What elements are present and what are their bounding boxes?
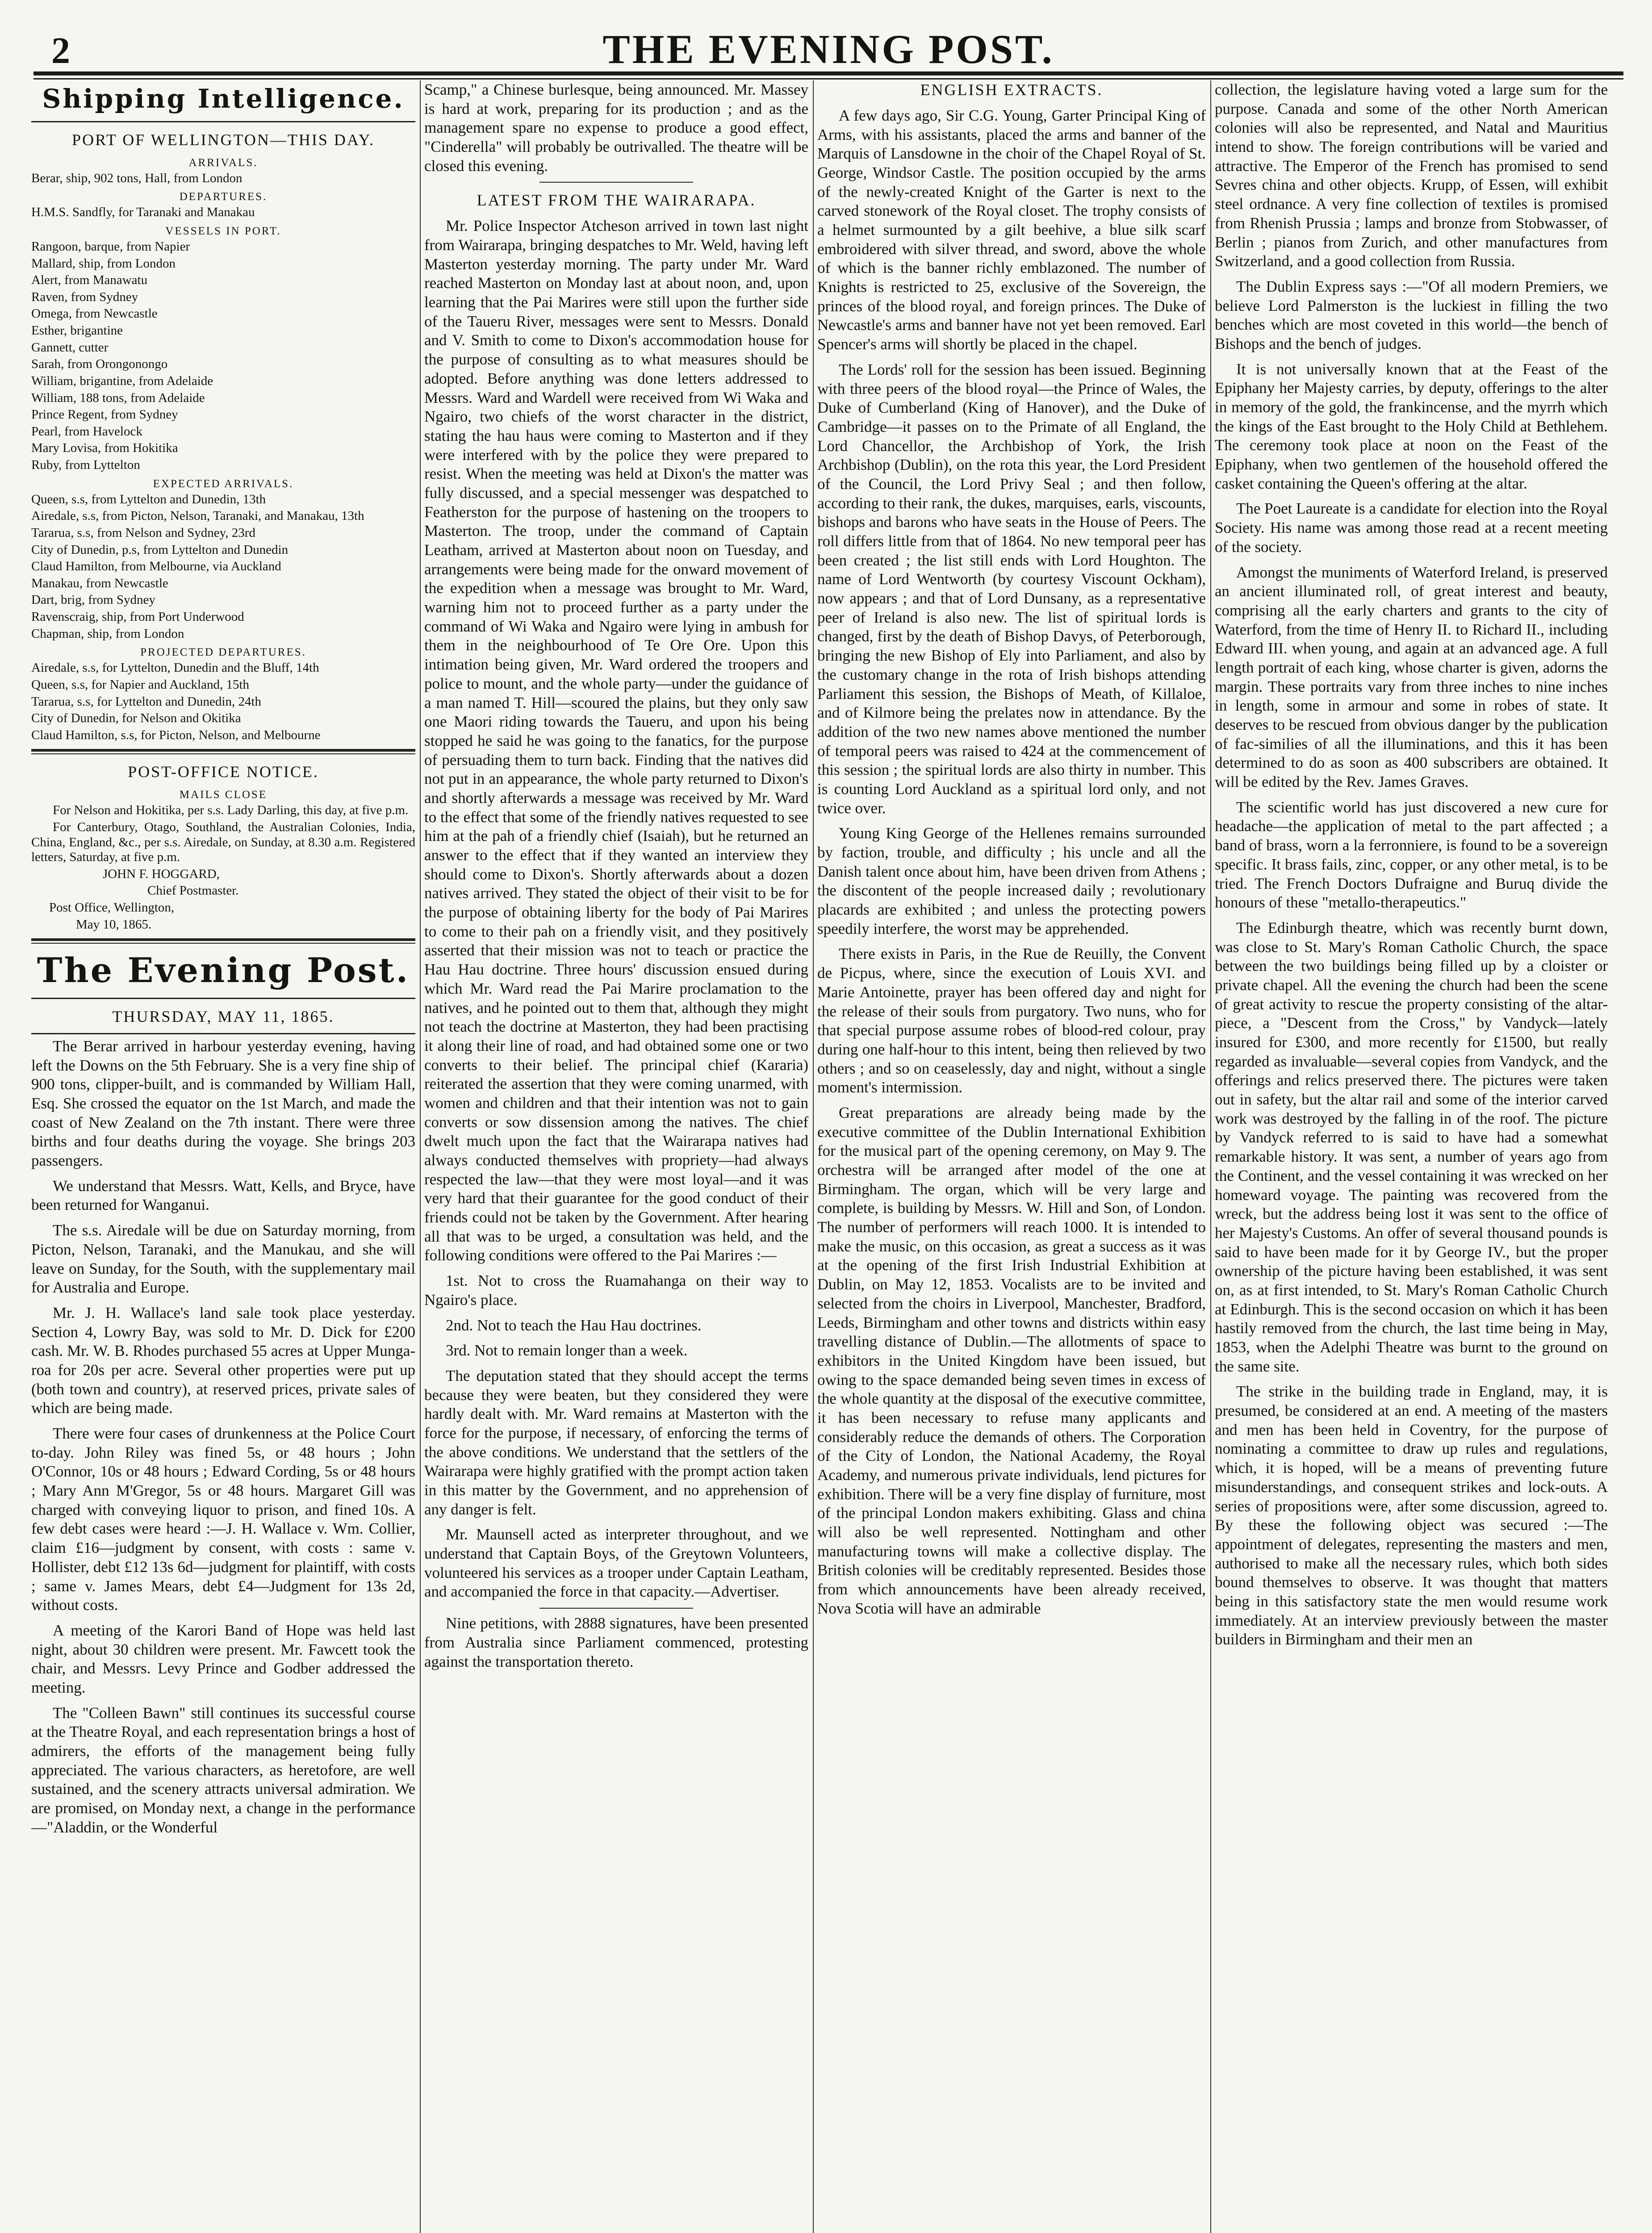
list-item: Dart, brig, from Sydney [31,593,155,607]
rule [31,1033,415,1034]
list-item: Sarah, from Orongonongo [31,357,168,372]
projected-subheading: PROJECTED DEPARTURES. [140,646,306,659]
list-item: Prince Regent, from Sydney [31,407,178,422]
arrivals-subheading: ARRIVALS. [188,156,258,169]
shipping-title: Shipping Intelligence. [42,84,405,114]
list-item: Omega, from Newcastle [31,306,158,321]
list-item: William, brigantine, from Adelaide [31,373,213,388]
list-item: Rangoon, barque, from Napier [31,239,190,254]
article-paragraph: The s.s. Airedale will be due on Saturday morning, from Picton, Nelson, Taranaki, and the Manukau, and she will leave on Sunday, for the South, with the supplementary mail for Australia and Europe. [31,1221,415,1296]
list-item: City of Dunedin, p.s, from Lyttelton and Dunedin [31,542,289,557]
list-item: Mary Lovisa, from Hokitika [31,441,178,456]
expected-subheading: EXPECTED ARRIVALS. [153,477,294,490]
column-1 [31,80,415,2233]
article-paragraph: 1st. Not to cross the Ruamahanga on their way to Ngairo's place. [424,1272,808,1309]
page-number: 2 [51,30,70,71]
column-divider [813,80,814,2233]
list-item: Claud Hamilton, from Melbourne, via Auckland [31,559,281,574]
article-paragraph: The deputation stated that they should accept the terms because they were beaten, but they considered they were hardly dealt with. Mr. Ward remains at Masterton with the force for the purpose, if necessary, of enforcing the terms of the above conditions. We understand that the settlers of the Wairarapa were highly gratified with the prompt action taken in this matter by the Government, and no apprehension of any danger is felt. [424,1367,808,1518]
article-paragraph: There exists in Paris, in the Rue de Reuilly, the Convent de Picpus, where, since the execution of Louis XVI. and Marie Antoinette, prayer has been offered day and night for the release of their souls from purgatory. Two nuns, who for that special purpose assume robes of blood-red colour, pray during one half-hour to this intent, being then relieved by two others ; and so on ceaselessly, day and night, without a single moment's intermission. [817,945,1206,1096]
masthead: The Evening Post. [37,950,410,991]
article-paragraph: Mr. J. H. Wallace's land sale took place yesterday. Section 4, Lowry Bay, was sold to Mr. D. Dick for £200 cash. Mr. W. B. Rhodes purchased 55 acres at Upper Munga-roa for 20s per acre. Several other properties were put up (both town and country), at reserved prices, private sales of which are being made. [31,1304,415,1417]
article-paragraph: The Edinburgh theatre, which was recently burnt down, was close to St. Mary's Roman Catholic Church, the space between the two buildings being filled up by a cloister or private chapel. All the evening the church had been the scene of great activity to rescue the property consisting of the altar-piece, a "Descent from the Cross," by Vandyck—lately insured for £300, and more recently for £1500, but really regarded as invaluable—several copies from Vandyck, and the offerings and relics preserved there. The pictures were taken out in safety, but the altar rail and some of the interior carved work was destroyed by the falling in of the roof. The picture by Vandyck referred to is said to have had a somewhat remarkable history. It was sent, a number of years ago from the Continent, and the vessel containing it was wrecked on her homeward voyage. The painting was recovered from the wreck, but the address being lost it was sent to the office of her Majesty's Customs. An offer of several thousand pounds is said to have been made for it by George IV., but the proper ownership of the picture having been established, it was sent on, as at first intended, to St. Mary's Roman Catholic Church at Edinburgh. This is the second occasion on which it has been hastily removed from the church, the last time being in May, 1853, when the Adelphi Theatre was burnt to the ground on the same site. [1215,919,1608,1375]
list-item: Ravenscraig, ship, from Port Underwood [31,610,244,624]
list-item: Gannett, cutter [31,340,109,355]
page-header [33,25,1623,74]
rule [31,998,415,999]
list-item: Ruby, from Lyttelton [31,458,140,473]
list-item: City of Dunedin, for Nelson and Okitika [31,711,241,726]
article-paragraph: There were four cases of drunkenness at the Police Court to-day. John Riley was fined 5s, or 48 hours ; John O'Connor, 10s or 48 hours ; Edward Cording, 5s or 48 hours ; Mary Ann M'Gregor, 5s or 48 hours. Margaret Gill was charged with conveying liquor to prison, and fined 10s. A few debt cases were heard :—J. H. Wallace v. Wm. Collier, claim £16—judgment by consent, with costs : same v. Hollister, debt £12 13s 6d—judgment for plaintiff, with costs ; same v. James Mears, debt £4—Judgment for 13s 2d, without costs. [31,1425,415,1614]
article-paragraph: Mr. Police Inspector Atcheson arrived in town last night from Wairarapa, bringing despatches to Mr. Weld, having left Masterton yesterday morning. The party under Mr. Ward reached Masterton on Monday last at about noon, and, upon learning that the Pai Marires were still upon the further side of the Taueru River, messages were sent to Messrs. Donald and V. Smith to come to Dixon's accommodation house for the purpose of consulting as to what measures should be adopted. Before anything was done letters addressed to Messrs. Ward and Wardell were received from Wi Waka and Ngairo, two chiefs of the worst character in the district, stating the hau haus were coming to Masterton and if they were interfered with by the police they were prepared to resist. When the meeting was held at Dixon's the matter was fully discussed, and a special messenger was despatched to Featherston for the purpose of hastening on the troopers to Masterton. The troop, under the command of Captain Leatham, arrived at Masterton about noon on Tuesday, and arrangements were being made for the onward movement of the expedition when a message was brought to Mr. Ward, warning him not to proceed further as a party under the command of Wi Waka and Ngairo were lying in ambush for them in the neighbourhood of Te Ore Ore. Upon this intimation being given, Mr. Ward ordered the troopers and police to mount, and the whole party—under the guidance of a man named T. Hill—scoured the plains, but they only saw one Maori riding towards the Taueru, and upon his being stopped he said he was going to the fanatics, for the purpose of persuading them to turn back. Finding that the natives did not put in an appearance, the whole party returned to Dixon's and shortly afterwards a message was received by Mr. Ward to the effect that some of the friendly natives requested to see him at the pah of a friendly chief (Isaiah), but he returned an answer to the effect that if they wanted an interview they should come to Dixon's. Shortly afterwards about a dozen natives arrived. They stated the object of their visit to be for the purpose of obtaining liberty for the body of Pai Marires to come to their pah on a friendly visit, and they positively asserted that their mission was not to teach or practice the Hau Hau doctrine. Three hours' discussion ensued during which Mr. Ward read the Pai Marire proclamation to the natives, and he pointed out to them that, although they might not teach the doctrine at Masterton, they had been practising it along their line of road, and had obtained some one or two converts to their belief. The principal chief (Kararia) reiterated the assertion that they were coming unarmed, with women and children and that their intention was not to gain converts or sow dissension among the natives. The chief dwelt much upon the fact that the Wairarapa natives had always conducted themselves with propriety—had always respected the law—that they were most loyal—and it was very hard that their guarantee for the good conduct of their friends could not be taken by the Government. After hearing all that was to be urged, a consultation was held, and the following conditions were offered to the Pai Marires :— [424,217,808,1264]
article-paragraph: We understand that Messrs. Watt, Kells, and Bryce, have been returned for Wanganui. [31,1177,415,1214]
post-office-date: May 10, 1865. [76,917,152,932]
list-item: Queen, s.s, for Napier and Auckland, 15th [31,677,250,692]
rule [31,938,415,944]
column-divider [1210,80,1211,2233]
header-rule [33,71,1623,75]
list-item: Airedale, s.s, for Lyttelton, Dunedin and the Bluff, 14th [31,661,319,675]
article-paragraph: A meeting of the Karori Band of Hope was held last night, about 30 children were present. Mr. Fawcett took the chair, and Messrs. Levy Prince and Godber addressed the meeting. [31,1621,415,1696]
list-item: Berar, ship, 902 tons, Hall, from London [31,171,243,185]
departures-subheading: DEPARTURES. [179,191,268,203]
list-item: Chapman, ship, from London [31,626,184,641]
list-item: Esther, brigantine [31,323,123,338]
article-paragraph: It is not universally known that at the Feast of the Epiphany her Majesty carries, by deputy, offerings to the alter in memory of the gold, the frankincense, and the myrrh which the kings of the East brought to the Holy Child at Bethlehem. The ceremony took place at noon on the Feast of the Epiphany, when two gentlemen of the household offered the casket containing the Queen's offering at the altar. [1215,360,1608,492]
header-rule-thin [33,78,1623,79]
list-item: Claud Hamilton, s.s, for Picton, Nelson, and Melbourne [31,728,321,742]
rule [31,121,415,122]
post-office-address: Post Office, Wellington, [49,900,175,915]
list-item: Tararua, s.s, for Lyttelton and Dunedin, 24th [31,694,262,709]
list-item: For Canterbury, Otago, Southland, the Australian Colonies, India, China, England, &c., per s.s. Airedale, on Sunday, at 8.30 a.m. Registered letters, Saturday, at five p.m. [31,820,415,865]
article-paragraph: Young King George of the Hellenes remains surrounded by faction, trouble, and difficulty ; his uncle and all the Danish talent once about him, have been driven from Athens ; the discontent of the people increased daily ; revolutionary placards are exhibited ; and unless the protecting powers speedily interfere, the worst may be apprehended. [817,824,1206,937]
english-extracts-heading: ENGLISH EXTRACTS. [920,81,1103,99]
article-paragraph: The Berar arrived in harbour yesterday evening, having left the Downs on the 5th February. She is a very fine ship of 900 tons, clipper-built, and is commanded by William Hall, Esq. She crossed the equator on the 1st March, and made the coast of New Zealand on the 7th instant. There were three births and four deaths during the voyage. She brings 203 passengers. [31,1037,415,1170]
list-item: H.M.S. Sandfly, for Taranaki and Manakau [31,205,255,220]
article-paragraph: 2nd. Not to teach the Hau Hau doctrines. [446,1316,702,1334]
column-divider [420,80,421,2233]
list-item: Queen, s.s, from Lyttelton and Dunedin, 13th [31,492,266,506]
article-paragraph: Nine petitions, with 2888 signatures, have been presented from Australia since Parliament commenced, protesting against the transportation thereto. [424,1614,808,1670]
postmaster-title: Chief Postmaster. [147,883,239,898]
rule [31,749,415,754]
article-paragraph: Mr. Maunsell acted as interpreter throughout, and we understand that Captain Boys, of the Greytown Volunteers, volunteered his services as a trooper under Captain Leatham, and accompanied the force in that capacity.—Advertiser. [424,1526,808,1601]
rule [540,182,693,183]
list-item: Mallard, ship, from London [31,256,176,271]
article-paragraph: Scamp," a Chinese burlesque, being announced. Mr. Massey is hard at work, preparing for its production ; and as the management spare no expense to produce a good effect, "Cinderella" will probably be outrivalled. The theatre will be closed this evening. [424,81,808,175]
wairarapa-heading: LATEST FROM THE WAIRARAPA. [477,191,756,209]
post-office-heading: POST-OFFICE NOTICE. [128,763,319,781]
list-item: Airedale, s.s, from Picton, Nelson, Taranaki, and Manakau, 13th [31,509,364,523]
column-3 [817,80,1206,2233]
article-paragraph: Great preparations are already being made by the executive committee of the Dublin International Exhibition for the musical part of the opening ceremony, on May 9. The orchestra will be arranged after model of the one at Birmingham. The organ, which will be very large and complete, is building by Messrs. W. Hill and Son, of London. The number of performers will reach 1000. It is intended to make the music, on this occasion, as great a success as it was at the opening of the first Irish Industrial Exhibition at Dublin, on May 12, 1853. Vocalists are to be invited and selected from the choirs in Liverpool, Manchester, Bradford, Leeds, Birmingham and other towns and districts within easy travelling distance of Dublin.—The allotments of space to exhibitors in the United Kingdom have been issued, but owing to the space demanded being seven times in excess of the whole quantity at the disposal of the executive committee, it has been necessary to refuse many applicants and considerably reduce the demands of others. The Corporation of the City of London, the National Academy, the Royal Academy, and numerous private individuals, lend pictures for exhibition. There will be a very fine display of furniture, most of the principal London makers exhibiting. Glass and china will also be well represented. Nottingham and other manufacturing towns will make a collective display. The British colonies will be creditably represented. Besides those from which announcements have been already received, Nova Scotia will have an admirable [817,1104,1206,1617]
article-paragraph: The strike in the building trade in England, may, it is presumed, be considered at an end. A meeting of the masters and men has been held in Coventry, for the purpose of nominating a committee to draw up rules and regulations, which, it is hoped, will be a means of preventing future misunderstandings, and consequent strikes and lock-outs. A series of propositions were, after some discussion, agreed to. By these the following object was secured :—The appointment of delegates, representing the masters and men, authorised to make all the necessary rules, which both sides bound themselves to observe. It was thought that matters being in this satisfactory state the men would resume work immediately. At an interview previously between the master builders in Birmingham and their men an [1215,1383,1608,1648]
rule [540,1608,693,1609]
article-paragraph: collection, the legislature having voted a large sum for the purpose. Canada and some of the other North American colonies will also be represented, and Natal and Mauritius intend to show. The foreign contributions will be varied and attractive. The Emperor of the French has promised to send Sevres china and other objects. Krupp, of Essen, will exhibit steel ordnance. A very fine collection of textiles is promised from Rhenish Prussia ; lamps and bronze from Stobwasser, of Berlin ; pianos from Zurich, and other manufactures from Switzerland, and a good collection from Russia. [1215,81,1608,270]
port-heading: PORT OF WELLINGTON—THIS DAY. [72,130,375,149]
article-paragraph: 3rd. Not to remain longer than a week. [446,1342,688,1359]
list-item: Pearl, from Havelock [31,424,142,439]
article-paragraph: The scientific world has just discovered a new cure for headache—the application of metal to the part affected ; a band of brass, worn a la ferronniere, is found to be a sovereign specific. It brass fails, zinc, copper, or any other metal, is to be tried. The French Doctors Dufraigne and Buruq divide the honours of these "metallo-therapeutics." [1215,798,1608,912]
column-4 [1215,80,1608,2233]
list-item: Manakau, from Newcastle [31,576,168,590]
list-item: Tararua, s.s, from Nelson and Sydney, 23rd [31,525,255,540]
newspaper-title: THE EVENING POST. [602,26,1054,72]
article-paragraph: A few days ago, Sir C.G. Young, Garter Principal King of Arms, with his assistants, placed the arms and banner of the Marquis of Lansdowne in the choir of the Chapel Royal of St. George, Windsor Castle. The position occupied by the arms of the newly-created Knight of the Garter is next to the carved stonework of the Royal closet. The trophy consists of a helmet surmounted by a gilt beehive, a blue silk scarf embroidered with silver thread, and sword, above the whole of which is the banner richly emblazoned. The number of Knights is restricted to 25, exclusive of the Sovereign, the princes of the blood royal, and foreign princes. The Duke of Newcastle's arms and banner have not yet been removed. Earl Spencer's arms will shortly be placed in the chapel. [817,106,1206,353]
article-paragraph: The Poet Laureate is a candidate for election into the Royal Society. His name was among those read at a recent meeting of the society. [1215,500,1608,556]
article-paragraph: The "Colleen Bawn" still continues its successful course at the Theatre Royal, and each representation brings a host of admirers, the efforts of the management being fully appreciated. The various characters, as heretofore, are well sustained, and the scenery attracts universal admiration. We are promised, on Monday next, a change in the performance—"Aladdin, or the Wonderful [31,1704,415,1836]
dateline: THURSDAY, MAY 11, 1865. [112,1008,335,1026]
postmaster-signature: JOHN F. HOGGARD, [103,866,220,881]
article-paragraph: The Lords' roll for the session has been issued. Beginning with three peers of the blood royal—the Prince of Wales, the Duke of Cumberland (King of Hanover), and the Duke of Cambridge—it passes on to the Primate of all England, the Lord Chancellor, the Archbishop of York, the Irish Archbishop (Dublin), on the rota this year, the Lord President of the Council, the Lord Privy Seal ; and then follow, according to their rank, the dukes, marquises, earls, viscounts, bishops and barons who have seats in the House of Peers. The roll differs little from that of 1864. No new temporal peer has been created ; the list still ends with Lord Houghton. The name of Lord Wentworth (by courtesy Viscount Ockham), now appears ; and that of Lord Dunsany, as a representative peer of Ireland is also new. The list of spiritual lords is changed, first by the death of Bishop Davys, of Peterborough, bringing the new Bishop of Ely into Parliament, and also by the customary change in the rota of Irish bishops attending Parliament this session, the Bishops of Meath, of Killaloe, and of Kilmore being the prelates now in attendance. By the addition of the two new names above mentioned the number of temporal peers was raised to 424 at the commencement of this session ; the spiritual lords are also thirty in number. This is counting Lord Auckland as a spiritual lord only, and not twice over. [817,360,1206,817]
mails-subheading: MAILS CLOSE [179,789,268,801]
list-item: Raven, from Sydney [31,289,138,304]
column-2 [424,80,808,2233]
article-paragraph: The Dublin Express says :—"Of all modern Premiers, we believe Lord Palmerston is the luckiest in filling the two benches which are most coveted in this world—the bench of Bishops and the bench of judges. [1215,277,1608,352]
list-item: For Nelson and Hokitika, per s.s. Lady Darling, this day, at five p.m. [53,803,409,818]
article-paragraph: Amongst the muniments of Waterford Ireland, is preserved an ancient illuminated roll, of great interest and beauty, comprising all the early charters and grants to the city of Waterford, from the time of Henry II. to Richard II., including Edward III. when young, and again at an advanced age. A full length portrait of each king, whose charter is given, adorns the margin. These portraits vary from three inches to nine inches in length, some in armour and some in robes of state. It deserves to be rescued from obvious danger by the publication of fac-similies of all the illuminations, and this it has been determined to do as soon as 400 subscribers are obtained. It will be edited by the Rev. James Graves. [1215,563,1608,791]
list-item: William, 188 tons, from Adelaide [31,390,205,405]
list-item: Alert, from Manawatu [31,273,148,288]
vessels-subheading: VESSELS IN PORT. [165,225,281,237]
